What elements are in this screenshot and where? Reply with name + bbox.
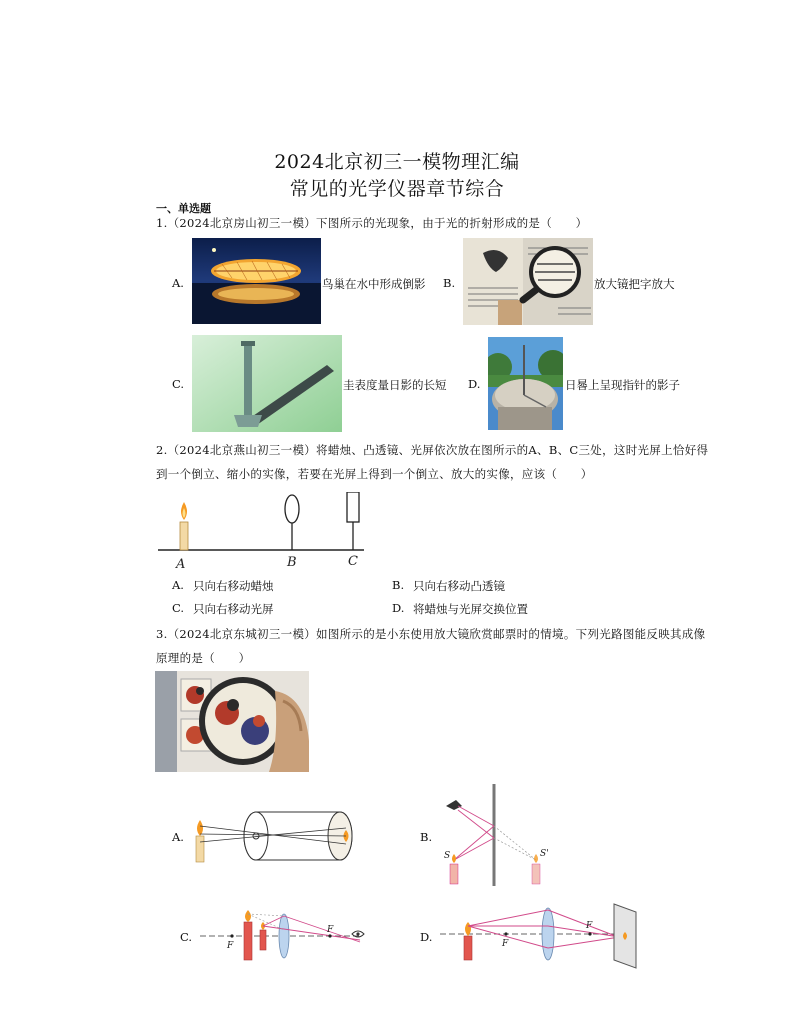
q1-option-c-text: 圭表度量日影的长短 — [343, 378, 447, 392]
q1-option-a-letter: A. — [172, 276, 184, 290]
q3-option-a-letter: A. — [172, 830, 184, 844]
stamp-magnifier-photo — [155, 671, 309, 772]
q2-option-a-text: 只向右移动蜡烛 — [193, 579, 274, 593]
label-b: B — [287, 555, 297, 570]
q2-option-c-letter: C. — [172, 601, 185, 615]
label-c: C — [348, 554, 358, 569]
q3-option-b-letter: B. — [420, 830, 433, 844]
question-3-stem-line1: 3.（2024北京东城初三一模）如图所示的是小东使用放大镜欣赏邮票时的情境。下列光路图能反映其成像 — [156, 627, 706, 641]
document-subtitle: 常见的光学仪器章节综合 — [289, 178, 505, 200]
q2-option-b-letter: B. — [392, 578, 405, 592]
q3-option-c-letter: C. — [180, 930, 193, 944]
q1-option-b-text: 放大镜把字放大 — [594, 277, 675, 291]
magnifier-text-photo — [463, 238, 593, 325]
question-3-stem-line2: 原理的是（ ） — [156, 651, 251, 665]
plane-mirror-diagram — [440, 784, 560, 888]
document-title: 2024北京初三一模物理汇编 — [274, 151, 520, 173]
q1-option-d-letter: D. — [468, 377, 481, 391]
label-a: A — [176, 557, 186, 572]
question-1-stem: 1.（2024北京房山初三一模）下图所示的光现象，由于光的折射形成的是（ ） — [156, 216, 588, 230]
q1-option-c-letter: C. — [172, 377, 185, 391]
section-heading: 一、单选题 — [156, 202, 211, 215]
q2-option-a-letter: A. — [172, 578, 184, 592]
q1-option-a-text: 鸟巢在水中形成倒影 — [322, 277, 426, 291]
question-2-stem-line2: 到一个倒立、缩小的实像，若要在光屏上得到一个倒立、放大的实像，应该（ ） — [156, 467, 593, 481]
label-f-right: F — [327, 925, 334, 935]
q2-option-d-text: 将蜡烛与光屏交换位置 — [413, 602, 528, 616]
projector-real-image-diagram — [440, 900, 640, 970]
pinhole-camera-diagram — [190, 806, 365, 866]
q1-option-d-text: 日晷上呈现指针的影子 — [565, 378, 680, 392]
q3-option-d-letter: D. — [420, 930, 433, 944]
label-f-left: F — [502, 939, 509, 949]
gnomon-photo — [192, 335, 342, 432]
q1-option-b-letter: B. — [443, 276, 456, 290]
q2-option-d-letter: D. — [392, 601, 405, 615]
label-f-right: F — [586, 921, 593, 931]
sundial-photo — [488, 337, 563, 430]
q2-option-b-text: 只向右移动凸透镜 — [413, 579, 505, 593]
q2-option-c-text: 只向右移动光屏 — [193, 602, 274, 616]
birds-nest-reflection-photo — [192, 238, 321, 324]
label-s-prime: S' — [540, 849, 549, 859]
label-f-left: F — [227, 941, 234, 951]
question-2-stem-line1: 2.（2024北京燕山初三一模）将蜡烛、凸透镜、光屏依次放在图所示的A、B、C三处，这时光屏上恰好得 — [156, 443, 709, 457]
magnifier-virtual-image-diagram — [200, 906, 375, 966]
candle-lens-screen-diagram — [156, 492, 371, 572]
label-s: S — [444, 851, 451, 861]
